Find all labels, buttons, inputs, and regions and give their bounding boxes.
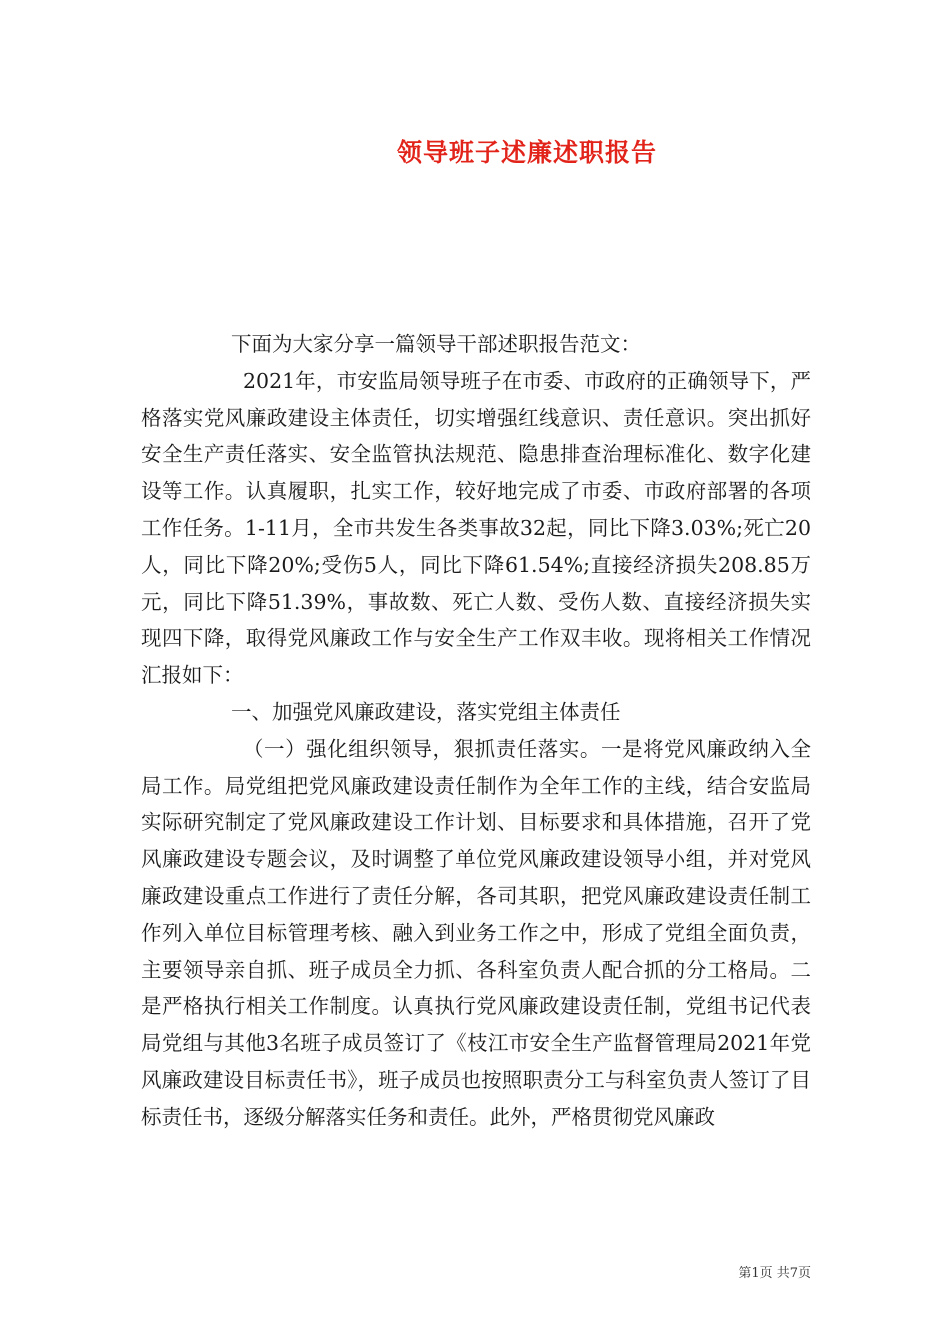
paragraph-1: 2021年，市安监局领导班子在市委、市政府的正确领导下，严格落实党风廉政建设主体责任，切实增强红线意识、责任意识。突出抓好安全生产责任落实、安全监管执法规范、隐患排查治理标准化、数字化建设等工作。认真履职，扎实工作，较好地完成了市委、市政府部署的各项工作任务。1-11月，全市共发生各类事故32起，同比下降3.03%;死亡20人，同比下降20%;受伤5人，同比下降61.54%;直接经济损失208.85万元，同比下降51.39%，事故数、死亡人数、受伤人数、直接经济损失实现四下降，取得党风廉政工作与安全生产工作双丰收。现将相关工作情况汇报如下： [141, 368, 811, 688]
document-body [141, 326, 811, 1136]
page-number: 第1页 共7页 [738, 1266, 811, 1281]
intro-paragraph: 下面为大家分享一篇领导干部述职报告范文： [231, 332, 641, 356]
document-title: 领导班子述廉述职报告 [396, 138, 657, 167]
paragraph-2: （一）强化组织领导，狠抓责任落实。一是将党风廉政纳入全局工作。局党组把党风廉政建设责任制作为全年工作的主线，结合安监局实际研究制定了党风廉政建设工作计划、目标要求和具体措施，召开了党风廉政建设专题会议，及时调整了单位党风廉政建设领导小组，并对党风廉政建设重点工作进行了责任分解，各司其职，把党风廉政建设责任制工作列入单位目标管理考核、融入到业务工作之中，形成了党组全面负责，主要领导亲自抓、班子成员全力抓、各科室负责人配合抓的分工格局。二是严格执行相关工作制度。认真执行党风廉政建设责任制，党组书记代表局党组与其他3名班子成员签订了《枝江市安全生产监督管理局2021年党风廉政建设目标责任书》，班子成员也按照职责分工与科室负责人签订了目标责任书，逐级分解落实任务和责任。此外，严格贯彻党风廉政 [141, 736, 811, 1129]
section-heading-1: 一、加强党风廉政建设，落实党组主体责任 [231, 699, 621, 724]
